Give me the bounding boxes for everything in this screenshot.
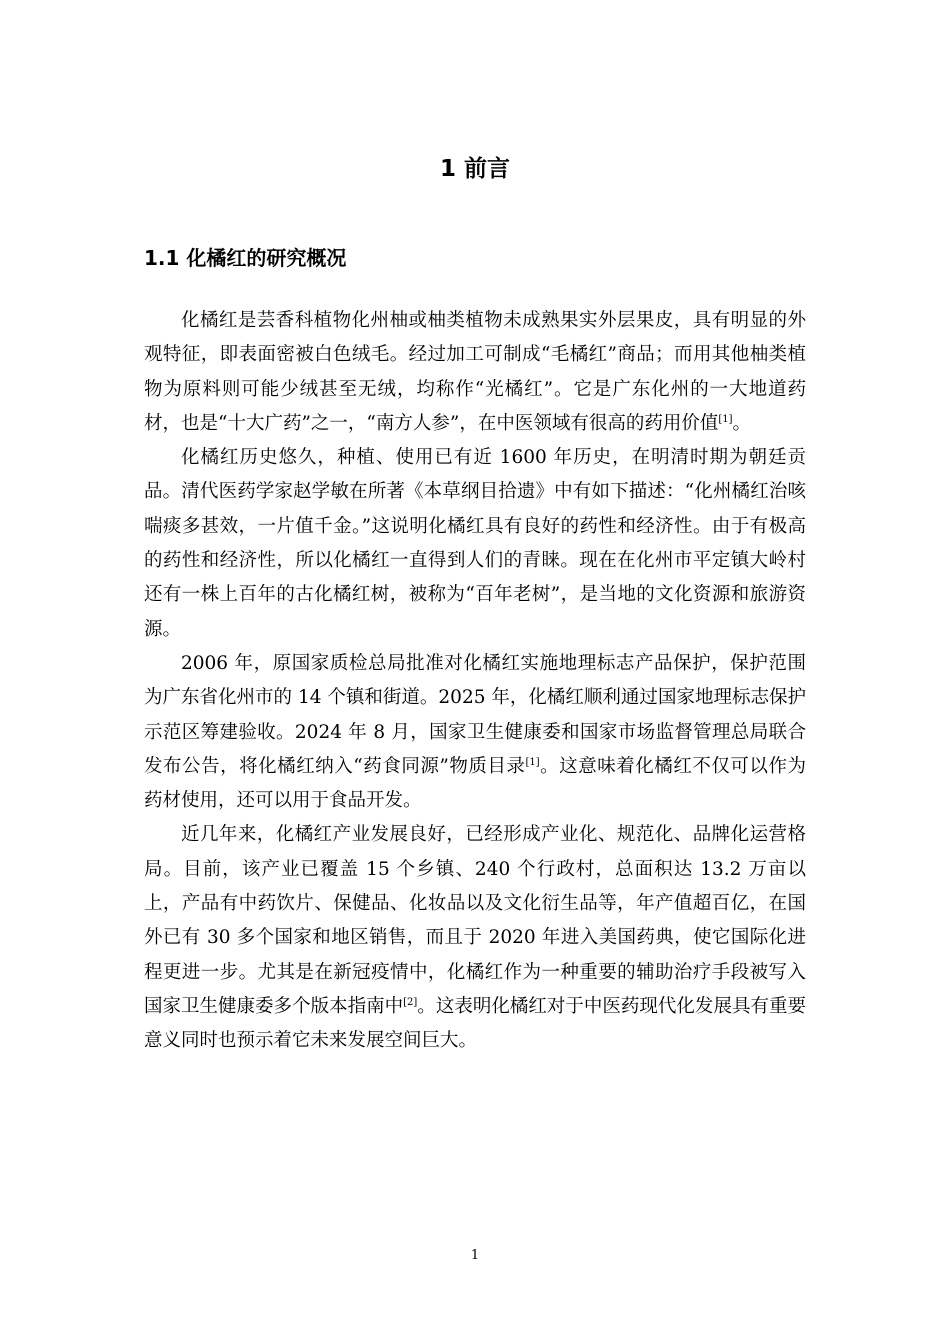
paragraph-2 [144,441,806,647]
citation-ref: [1] [718,413,733,425]
page-number: 1 [470,1248,480,1263]
paragraph-3 [144,647,806,818]
paragraph-text: 。 [732,412,752,434]
body-text [144,304,806,1059]
paragraph-text: 近几年来，化橘红产业发展良好，已经形成产业化、规范化、品牌化运营格局。目前，该产业已覆盖 15 个乡镇、240 个行政村，总面积达 13.2 万亩以上，产品有中药饮片、保健品、化妆品以及文化衍生品等，年产值超百亿，在国外已有 30 多个国家和地区销售，而且于 2020 年进入美国药典，使它国际化进程更进一步。尤其是在新冠疫情中，化橘红作为一种重要的辅助治疗手段被写入国家卫生健康委多个版本指南中 [144,824,806,1017]
chapter-title: 1 前言 [439,156,510,182]
paragraph-text: 。这表明化橘红对于中医药现代化发展具有重要意义同时也预示着它未来发展空间巨大。 [144,995,806,1052]
paragraph-text: 。这意味着化橘红不仅可以作为药材使用，还可以用于食品开发。 [144,755,806,812]
paragraph-1 [144,304,806,441]
section-title: 1.1 化橘红的研究概况 [144,246,347,270]
paragraph-text: 化橘红是芸香科植物化州柚或柚类植物未成熟果实外层果皮，具有明显的外观特征，即表面密被白色绒毛。经过加工可制成“毛橘红”商品；而用其他柚类植物为原料则可能少绒甚至无绒，均称作“光橘红”。它是广东化州的一大地道药材，也是“十大广药”之一，“南方人参”，在中医领域有很高的药用价值 [144,310,806,434]
paragraph-4 [144,818,806,1058]
paragraph-text: 化橘红历史悠久，种植、使用已有近 1600 年历史，在明清时期为朝廷贡品。清代医药学家赵学敏在所著《本草纲目拾遗》中有如下描述：“化州橘红治咳喘痰多甚效，一片值千金。”这说明化橘红具有良好的药性和经济性。由于有极高的药性和经济性，所以化橘红一直得到人们的青睐。现在在化州市平定镇大岭村还有一株上百年的古化橘红树，被称为“百年老树”，是当地的文化资源和旅游资源。 [144,447,806,640]
citation-ref: [1] [525,756,540,768]
paragraph-text: 2006 年，原国家质检总局批准对化橘红实施地理标志产品保护，保护范围为广东省化州市的 14 个镇和街道。2025 年，化橘红顺利通过国家地理标志保护示范区筹建验收。2024 年 8 月，国家卫生健康委和国家市场监督管理总局联合发布公告，将化橘红纳入“药食同源”物质目录 [144,652,806,777]
citation-ref: [2] [403,996,418,1008]
